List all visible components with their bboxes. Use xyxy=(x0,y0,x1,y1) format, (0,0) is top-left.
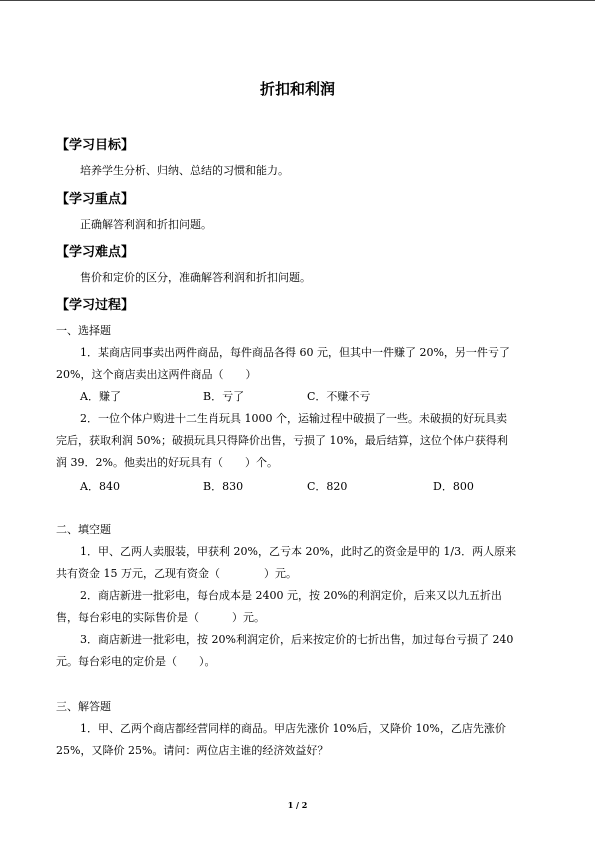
page-number: 1 / 2 xyxy=(287,800,308,810)
part2-q2-line2: 售，每台彩电的实际售价是（ ）元。 xyxy=(56,611,265,624)
difficulty-text: 售价和定价的区分，准确解答利润和折扣问题。 xyxy=(80,271,311,284)
heading-learning-process: 【学习过程】 xyxy=(56,298,135,313)
part3-title: 三、解答题 xyxy=(56,700,111,713)
document-title: 折扣和利润 xyxy=(259,80,335,98)
part2-q3-line2: 元。每台彩电的定价是（ ）。 xyxy=(56,655,216,668)
learning-goal-text: 培养学生分析、归纳、总结的习惯和能力。 xyxy=(80,164,289,177)
heading-key-point: 【学习重点】 xyxy=(56,192,135,207)
part1-q2-option-d: D．800 xyxy=(433,480,474,493)
part2-q1-line2: 共有资金 15 万元，乙现有资金（ ）元。 xyxy=(56,567,297,580)
part1-q2-line3: 润 39．2%。他卖出的好玩具有（ ）个。 xyxy=(56,456,278,469)
part2-q1-line1: 1．甲、乙两人卖服装，甲获利 20%，乙亏本 20%，此时乙的资金是甲的 1/3．两人原来 xyxy=(80,545,517,558)
heading-difficulty: 【学习难点】 xyxy=(56,245,135,260)
heading-learning-goal: 【学习目标】 xyxy=(56,138,135,153)
part2-q3-line1: 3．商店新进一批彩电，按 20%利润定价，后来按定价的七折出售，加过每台亏损了 240 xyxy=(80,633,514,646)
part1-q2-line2: 完后，获取利润 50%；破损玩具只得降价出售，亏损了 10%，最后结算，这位个体户获得利 xyxy=(56,434,508,447)
part3-q1-line2: 25%，又降价 25%。请问：两位店主谁的经济效益好？ xyxy=(56,744,329,757)
part1-q2-option-c: C．820 xyxy=(307,480,348,493)
part2-q2-line1: 2．商店新进一批彩电，每台成本是 2400 元，按 20%的利润定价，后来又以九五折出 xyxy=(80,589,502,602)
part2-title: 二、填空题 xyxy=(56,523,111,536)
part1-q2-option-b: B．830 xyxy=(203,480,244,493)
key-point-text: 正确解答利润和折扣问题。 xyxy=(80,218,212,231)
part1-q1-line1: 1．某商店同事卖出两件商品，每件商品各得 60 元，但其中一件赚了 20%，另一件亏了 xyxy=(80,346,510,359)
part1-q1-option-b: B．亏了 xyxy=(203,390,245,403)
part1-title: 一、选择题 xyxy=(56,324,111,337)
part1-q1-option-c: C．不赚不亏 xyxy=(307,390,371,403)
part1-q1-option-a: A．赚了 xyxy=(80,390,121,403)
part1-q2-line1: 2．一位个体户购进十二生肖玩具 1000 个，运输过程中破损了一些。未破损的好玩具卖 xyxy=(80,412,507,425)
part3-q1-line1: 1．甲、乙两个商店都经营同样的商品。甲店先涨价 10%后，又降价 10%，乙店先涨价 xyxy=(80,722,506,735)
part1-q2-option-a: A．840 xyxy=(80,480,120,493)
page-top-border xyxy=(0,0,595,1)
part1-q1-line2: 20%，这个商店卖出这两件商品（ ） xyxy=(56,368,257,381)
